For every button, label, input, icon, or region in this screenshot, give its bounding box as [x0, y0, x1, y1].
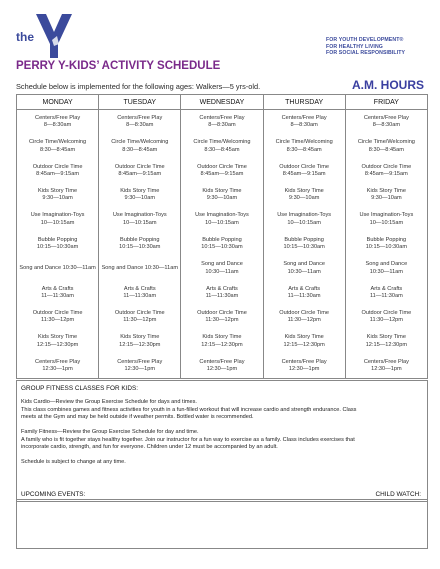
activity-time: 8—8:30am — [208, 122, 236, 129]
logo-the-text: the — [16, 30, 34, 44]
activity-time: 8:30—8:45am — [122, 146, 158, 153]
schedule-cell — [345, 110, 427, 135]
hours-label: A.M. HOURS — [352, 78, 424, 92]
schedule-cell — [345, 354, 427, 379]
activity-name: Centers/Free Play — [199, 114, 245, 121]
schedule-cell — [17, 281, 99, 305]
activity-name: Bubble Popping — [366, 236, 407, 243]
activity-name: Bubble Popping — [284, 236, 324, 243]
activity-time: 10:15—10:30am — [365, 244, 408, 251]
events-bar — [16, 489, 428, 502]
schedule-row — [17, 183, 428, 207]
schedule-cell — [99, 330, 181, 354]
activity-time: 8:45am—9:15am — [282, 170, 326, 177]
activity-name: Outdoor Circle Time — [279, 309, 330, 316]
fitness-line: This class combines games and fitness activities for youth in a fun-filled workout that will increase cardio and strength endurance. Class — [21, 406, 357, 413]
schedule-cell — [263, 208, 345, 232]
schedule-cell — [263, 232, 345, 256]
activity-time: 11:30—12pm — [41, 317, 75, 324]
activity-time: 12:15—12:30pm — [283, 341, 325, 348]
activity-time: 10:30—11am — [369, 268, 403, 275]
schedule-cell — [181, 305, 263, 329]
activity-time: 8:45am—9:15am — [200, 170, 244, 177]
activity-name: Centers/Free Play — [35, 114, 81, 121]
activity-name: Song and Dance 10:30—11am — [101, 264, 178, 271]
activity-time: 8—8:30am — [372, 122, 401, 129]
activity-name: Arts & Crafts — [370, 285, 403, 292]
schedule-row — [17, 208, 428, 232]
activity-time: 11:30—12pm — [205, 317, 239, 324]
activity-name: Kids Story Time — [38, 187, 78, 194]
activity-time: 8:30—8:45am — [204, 146, 240, 153]
activity-name: Arts & Crafts — [123, 285, 156, 292]
schedule-cell — [263, 183, 345, 207]
activity-name: Centers/Free Play — [117, 358, 163, 365]
activity-time: 10—10:15am — [122, 219, 157, 226]
activity-time: 11—11:30am — [41, 292, 74, 299]
schedule-cell — [345, 305, 427, 329]
schedule-cell — [99, 232, 181, 256]
activity-name: Centers/Free Play — [199, 358, 245, 365]
activity-name: Outdoor Circle Time — [32, 163, 83, 170]
activity-time: 10—10:15am — [205, 219, 239, 226]
schedule-cell — [17, 330, 99, 354]
fitness-heading: GROUP FITNESS CLASSES FOR KIDS: — [21, 385, 139, 392]
child-watch-label: CHILD WATCH: — [375, 491, 421, 498]
fitness-line: incorporate cardio, strength, and fun for everyone. Children under 12 must be accompanied by an adult. — [21, 444, 278, 450]
tagline-social: FOR SOCIAL RESPONSIBILITY — [326, 50, 406, 56]
activity-name: Kids Story Time — [120, 187, 160, 194]
schedule-row — [17, 281, 428, 305]
schedule-cell — [99, 281, 181, 305]
activity-name: Arts & Crafts — [41, 285, 74, 292]
activity-name: Use Imagination-Toys — [112, 212, 167, 219]
schedule-row — [17, 134, 428, 158]
schedule-cell — [181, 256, 263, 280]
activity-name: Bubble Popping — [120, 236, 160, 243]
activity-name: Song and Dance — [201, 261, 243, 268]
schedule-cell — [181, 281, 263, 305]
schedule-table — [16, 94, 428, 379]
activity-name: Outdoor Circle Time — [114, 309, 165, 316]
activity-time: 11—11:30am — [123, 292, 157, 299]
schedule-cell — [181, 208, 263, 232]
activity-name: Circle Time/Welcoming — [29, 139, 87, 146]
activity-name: Circle Time/Welcoming — [357, 139, 415, 146]
fitness-line: Schedule is subject to change at any time. — [21, 459, 126, 465]
schedule-header-row — [17, 95, 428, 110]
schedule-cell — [181, 110, 263, 135]
activity-time: 11—11:30am — [369, 292, 403, 299]
activity-name: Circle Time/Welcoming — [275, 139, 333, 146]
tagline-healthy: FOR HEALTHY LIVING — [326, 43, 383, 50]
schedule-cell — [263, 330, 345, 354]
schedule-cell — [181, 159, 263, 183]
activity-time: 12:30—1pm — [371, 366, 402, 373]
day-header-friday: FRIDAY — [345, 95, 427, 110]
activity-name: Centers/Free Play — [281, 114, 327, 121]
activity-name: Outdoor Circle Time — [32, 309, 83, 316]
activity-time: 9:30—10am — [206, 195, 238, 202]
schedule-cell — [263, 110, 345, 135]
activity-name: Kids Story Time — [284, 334, 324, 341]
activity-time: 9:30—10am — [371, 195, 402, 202]
schedule-cell — [99, 110, 181, 135]
activity-time: 12:30—1pm — [206, 366, 238, 373]
activity-time: 11—11:30am — [205, 292, 239, 299]
activity-time: 8:45am—9:15am — [364, 170, 408, 177]
activity-time: 8:45am—9:15am — [118, 170, 162, 177]
activity-time: 12:30—1pm — [124, 366, 156, 373]
activity-time: 12:30—1pm — [42, 366, 73, 373]
activity-time: 9:30—10am — [124, 195, 156, 202]
activity-time: 10—10:15am — [369, 219, 404, 226]
day-header-thursday: THURSDAY — [263, 95, 345, 110]
activity-name: Centers/Free Play — [117, 114, 163, 121]
activity-time: 10:30—11am — [287, 268, 321, 275]
activity-time: 11:30—12pm — [287, 317, 321, 324]
upcoming-events-label: UPCOMING EVENTS: — [21, 491, 86, 498]
activity-name: Use Imagination-Toys — [277, 212, 332, 219]
schedule-cell — [17, 354, 99, 379]
activity-time: 8—8:30am — [43, 122, 72, 129]
activity-time: 8:45am—9:15am — [36, 170, 80, 177]
activity-time: 9:30—10am — [42, 195, 73, 202]
schedule-row — [17, 330, 428, 354]
activity-name: Kids Story Time — [284, 187, 324, 194]
activity-time: 8—8:30am — [290, 122, 318, 129]
fitness-line: Family Fitness—Review the Group Exercise Schedule for day and time. — [21, 429, 199, 435]
day-header-tuesday: TUESDAY — [99, 95, 181, 110]
schedule-cell — [263, 305, 345, 329]
brand-taglines — [326, 37, 426, 57]
schedule-row — [17, 354, 428, 379]
activity-name: Song and Dance 10:30—11am — [19, 264, 96, 271]
day-header-wednesday: WEDNESDAY — [181, 95, 263, 110]
activity-name: Arts & Crafts — [206, 285, 238, 292]
schedule-cell — [263, 159, 345, 183]
activity-name: Kids Story Time — [366, 334, 406, 341]
schedule-cell — [99, 159, 181, 183]
schedule-cell — [17, 134, 99, 158]
activity-name: Circle Time/Welcoming — [111, 139, 169, 146]
schedule-cell — [345, 232, 427, 256]
schedule-cell — [263, 281, 345, 305]
activity-time: 12:30—1pm — [288, 366, 320, 373]
schedule-cell — [345, 208, 427, 232]
schedule-row — [17, 110, 428, 135]
activity-name: Outdoor Circle Time — [197, 309, 247, 316]
activity-name: Outdoor Circle Time — [114, 163, 165, 170]
schedule-row — [17, 232, 428, 256]
tagline-youth: FOR YOUTH DEVELOPMENT® — [326, 37, 404, 43]
activity-name: Bubble Popping — [202, 236, 242, 243]
schedule-row — [17, 159, 428, 183]
activity-name: Outdoor Circle Time — [197, 163, 247, 170]
activity-name: Bubble Popping — [37, 236, 78, 243]
fitness-line: A family who is fit together stays healthy together. Join our instructor for a fun way to exercise as a family. Class includes exercises that — [21, 436, 355, 443]
activity-time: 8—8:30am — [126, 122, 154, 129]
activity-time: 12:15—12:30pm — [36, 341, 79, 348]
schedule-cell — [17, 183, 99, 207]
schedule-cell — [345, 134, 427, 158]
schedule-cell — [345, 330, 427, 354]
day-header-monday: MONDAY — [17, 95, 99, 110]
schedule-cell — [181, 183, 263, 207]
activity-name: Outdoor Circle Time — [279, 163, 330, 170]
activity-name: Centers/Free Play — [281, 358, 327, 365]
activity-time: 12:15—12:30pm — [201, 341, 243, 348]
activity-time: 11—11:30am — [287, 292, 321, 299]
schedule-cell — [345, 159, 427, 183]
schedule-row — [17, 305, 428, 329]
activity-time: 11:30—12pm — [369, 317, 403, 324]
activity-name: Arts & Crafts — [288, 285, 320, 292]
schedule-cell — [99, 134, 181, 158]
activity-name: Song and Dance — [365, 261, 408, 268]
schedule-row — [17, 256, 428, 280]
schedule-cell — [17, 232, 99, 256]
page-title: PERRY Y-KIDS’ ACTIVITY SCHEDULE — [16, 60, 221, 72]
activity-time: 9:30—10am — [288, 195, 320, 202]
activity-time: 10:15—10:30am — [201, 244, 243, 251]
activity-time: 10—10:15am — [40, 219, 75, 226]
activity-time: 12:15—12:30pm — [365, 341, 408, 348]
schedule-cell — [345, 256, 427, 280]
schedule-cell — [99, 305, 181, 329]
activity-name: Use Imagination-Toys — [359, 212, 414, 219]
activity-name: Centers/Free Play — [35, 358, 81, 365]
activity-name: Kids Story Time — [120, 334, 160, 341]
activity-name: Kids Story Time — [38, 334, 78, 341]
activity-name: Centers/Free Play — [363, 358, 409, 365]
fitness-line: Kids Cardio—Review the Group Exercise Schedule for days and times. — [21, 399, 197, 405]
activity-name: Kids Story Time — [202, 187, 242, 194]
activity-time: 10—10:15am — [287, 219, 321, 226]
activity-name: Kids Story Time — [366, 187, 406, 194]
schedule-cell — [17, 159, 99, 183]
schedule-cell — [345, 281, 427, 305]
activity-time: 11:30—12pm — [123, 317, 157, 324]
activity-name: Use Imagination-Toys — [195, 212, 249, 219]
activity-name: Outdoor Circle Time — [361, 163, 412, 170]
events-space — [16, 502, 428, 549]
activity-time: 8:30—8:45am — [286, 146, 322, 153]
activity-name: Kids Story Time — [202, 334, 242, 341]
schedule-cell — [181, 354, 263, 379]
schedule-cell — [263, 134, 345, 158]
activity-time: 10:15—10:30am — [36, 244, 79, 251]
schedule-cell — [263, 256, 345, 280]
fitness-line: meets at the Gym and may be held outside if weather permits. Bottled water is recommended. — [21, 414, 254, 420]
schedule-cell — [17, 110, 99, 135]
schedule-cell — [345, 183, 427, 207]
activity-time: 8:30—8:45am — [368, 146, 404, 153]
schedule-cell — [181, 232, 263, 256]
schedule-cell — [99, 208, 181, 232]
activity-name: Use Imagination-Toys — [30, 212, 85, 219]
schedule-cell — [263, 354, 345, 379]
activity-name: Song and Dance — [283, 261, 325, 268]
activity-time: 8:30—8:45am — [40, 146, 76, 153]
activity-name: Centers/Free Play — [363, 114, 409, 121]
activity-time: 12:15—12:30pm — [119, 341, 161, 348]
schedule-cell — [99, 183, 181, 207]
page-subtitle: Schedule below is implemented for the following ages: Walkers—5 yrs-old. — [16, 82, 261, 91]
schedule-cell — [99, 354, 181, 379]
schedule-cell — [181, 134, 263, 158]
schedule-cell — [99, 256, 181, 280]
activity-name: Outdoor Circle Time — [361, 309, 412, 316]
schedule-body — [17, 110, 428, 379]
schedule-cell — [17, 208, 99, 232]
schedule-cell — [17, 256, 99, 280]
activity-time: 10:30—11am — [205, 268, 239, 275]
activity-time: 10:15—10:30am — [119, 244, 161, 251]
activity-time: 10:15—10:30am — [283, 244, 325, 251]
schedule-cell — [181, 330, 263, 354]
activity-name: Circle Time/Welcoming — [193, 139, 251, 146]
schedule-cell — [17, 305, 99, 329]
fitness-section — [16, 380, 428, 500]
